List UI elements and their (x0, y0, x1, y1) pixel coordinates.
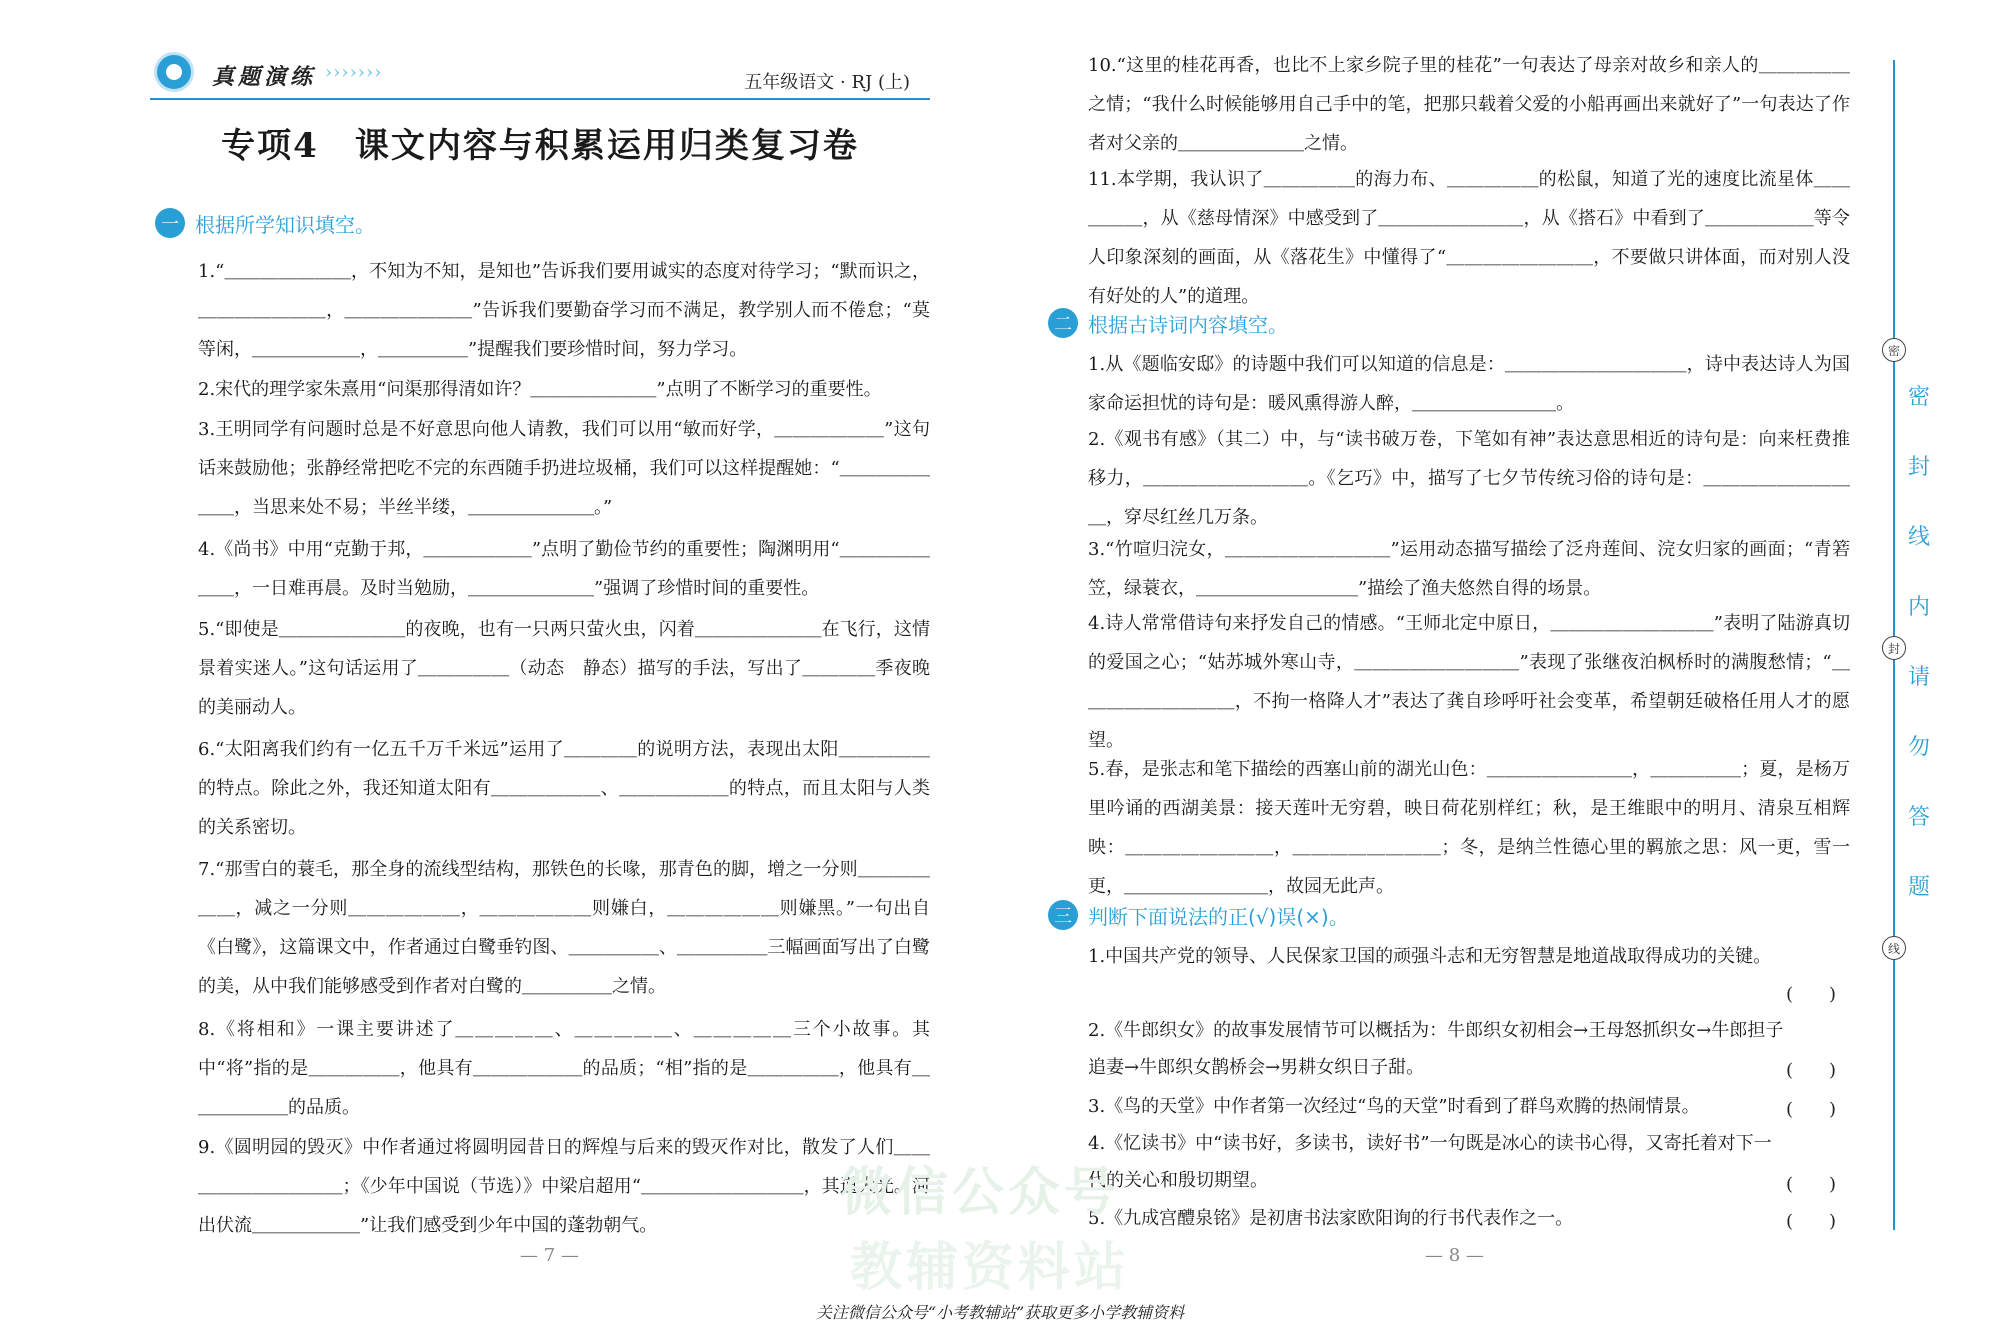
judgement-2: 2.《牛郎织女》的故事发展情节可以概括为：牛郎织女初相会→王母怒抓织女→牛郎担子追妻→牛郎织女鹊桥会→男耕女织日子甜。 (1088, 1020, 1784, 1078)
page-header (150, 48, 930, 100)
question-1: 1.“＿＿＿＿＿＿＿，不知为不知，是知也”告诉我们要用诚实的态度对待学习；“默而识之，＿＿＿＿＿＿＿，＿＿＿＿＿＿＿”告诉我们要勤奋学习而不满足，教学别人而不倦怠；“莫等闲，＿＿＿＿＿＿，＿＿＿＿＿”提醒我们要珍惜时间，努力学习。 (198, 261, 930, 360)
poem-question-3: 3.“竹喧归浣女，＿＿＿＿＿＿＿＿＿”运用动态描写描绘了泛舟莲间、浣女归家的画面；“青箬笠，绿蓑衣，＿＿＿＿＿＿＿＿＿”描绘了渔夫悠然自得的场景。 (1088, 539, 1850, 599)
seal-char-5: 请 (1907, 665, 1930, 690)
answer-paren-5[interactable]: ( ) (1786, 1211, 1837, 1232)
seal-char-4: 内 (1907, 595, 1930, 620)
page-number: — 7 — (520, 1245, 579, 1266)
watermark-line-2: 教辅资料站 (850, 1238, 1131, 1298)
question-2: 2.宋代的理学家朱熹用“问渠那得清如许？＿＿＿＿＿＿＿”点明了不断学习的重要性。 (198, 379, 882, 400)
poem-question-2: 2.《观书有感》（其二）中，与“读书破万卷，下笔如有神”表达意思相近的诗句是：向来枉费推移力，＿＿＿＿＿＿＿＿＿。《乞巧》中，描写了七夕节传统习俗的诗句是：＿＿＿＿＿＿＿＿＿，穿尽红丝几万条。 (1088, 429, 1850, 528)
seal-char-6: 勿 (1907, 735, 1930, 760)
poem-question-5: 5.春，是张志和笔下描绘的西塞山前的湖光山色：＿＿＿＿＿＿＿＿，＿＿＿＿＿；夏，是杨万里吟诵的西湖美景：接天莲叶无穷碧，映日荷花别样红；秋，是王维眼中的明月、清泉互相辉映：＿＿＿＿＿＿＿＿，＿＿＿＿＿＿＿＿；冬，是纳兰性德心里的羁旅之思：风一更，雪一更，＿＿＿＿＿＿＿＿，故园无此声。 (1088, 759, 1850, 897)
question-3: 3.王明同学有问题时总是不好意思向他人请教，我们可以用“敏而好学，＿＿＿＿＿＿”这句话来鼓励他；张静经常把吃不完的东西随手扔进垃圾桶，我们可以这样提醒她：“＿＿＿＿＿＿＿，当思来处不易；半丝半缕，＿＿＿＿＿＿＿。” (198, 419, 930, 518)
logo-icon (154, 52, 194, 92)
answer-paren-4[interactable]: ( ) (1786, 1174, 1837, 1195)
judgement-1: 1.中国共产党的领导、人民保家卫国的顽强斗志和无穷智慧是地道战取得成功的关键。 (1088, 946, 1772, 967)
seal-circle-mi: 密 (1882, 338, 1906, 362)
question-4: 4.《尚书》中用“克勤于邦，＿＿＿＿＿＿”点明了勤俭节约的重要性；陶渊明用“＿＿＿＿＿＿＿，一日难再晨。及时当勉励，＿＿＿＿＿＿＿”强调了珍惜时间的重要性。 (198, 539, 930, 599)
page-number: — 8 — (1425, 1245, 1484, 1266)
seal-circle-feng: 封 (1882, 636, 1906, 660)
question-10: 10.“这里的桂花再香，也比不上家乡院子里的桂花”一句表达了母亲对故乡和亲人的＿＿＿＿＿之情；“我什么时候能够用自己手中的笔，把那只载着父爱的小船再画出来就好了”一句表达了作者对父亲的＿＿＿＿＿＿＿之情。 (1088, 55, 1850, 154)
seal-char-7: 答 (1907, 805, 1930, 830)
watermark-line-1: 微信公众号 (840, 1163, 1121, 1223)
section-number: 二 (1048, 308, 1078, 338)
seal-circle-xian: 线 (1882, 936, 1906, 960)
judgement-5: 5.《九成宫醴泉铭》是初唐书法家欧阳询的行书代表作之一。 (1088, 1208, 1574, 1229)
section-title: 判断下面说法的正(√)误(×)。 (1088, 904, 1349, 929)
question-11: 11.本学期，我认识了＿＿＿＿＿的海力布、＿＿＿＿＿的松鼠，知道了光的速度比流星体＿＿＿＿＿，从《慈母情深》中感受到了＿＿＿＿＿＿＿＿，从《搭石》中看到了＿＿＿＿＿＿等令人印象深刻的画面，从《落花生》中懂得了“＿＿＿＿＿＿＿＿，不要做只讲体面，而对别人没有好处的人”的道理。 (1088, 169, 1850, 307)
section-heading-3 (1048, 900, 1349, 930)
seal-char-1: 密 (1907, 385, 1930, 410)
right-page (1054, 0, 1860, 1322)
question-7: 7.“那雪白的蓑毛，那全身的流线型结构，那铁色的长喙，那青色的脚，增之一分则＿＿＿＿＿＿，减之一分则＿＿＿＿＿＿，＿＿＿＿＿＿则嫌白，＿＿＿＿＿＿则嫌黑。”一句出自《白鹭》，这篇课文中，作者通过白鹭垂钓图、＿＿＿＿＿、＿＿＿＿＿三幅画面写出了白鹭的美，从中我们能够感受到作者对白鹭的＿＿＿＿＿之情。 (198, 859, 930, 997)
section-heading-1 (155, 208, 375, 238)
seal-char-3: 线 (1907, 525, 1930, 550)
footer-note: 关注微信公众号“小考教辅站”获取更多小学教辅资料 (815, 1303, 1185, 1322)
question-8: 8.《将相和》一课主要讲述了＿＿＿＿＿、＿＿＿＿＿、＿＿＿＿＿三个小故事。其中“将”指的是＿＿＿＿＿，他具有＿＿＿＿＿＿的品质；“相”指的是＿＿＿＿＿，他具有＿＿＿＿＿＿的品质。 (198, 1019, 930, 1118)
section-title: 根据所学知识填空。 (195, 212, 375, 237)
header-title: 真题演练 (212, 64, 317, 90)
left-page (150, 0, 970, 1322)
section-number: 一 (155, 208, 185, 238)
answer-paren-2[interactable]: ( ) (1786, 1060, 1837, 1081)
section-heading-2 (1048, 308, 1288, 338)
seal-char-2: 封 (1907, 455, 1930, 480)
judgement-3: 3.《鸟的天堂》中作者第一次经过“鸟的天堂”时看到了群鸟欢腾的热闹情景。 (1088, 1096, 1700, 1117)
question-5: 5.“即使是＿＿＿＿＿＿＿的夜晚，也有一只两只萤火虫，闪着＿＿＿＿＿＿＿在飞行，这情景着实迷人。”这句话运用了＿＿＿＿＿（动态 静态）描写的手法，写出了＿＿＿＿季夜晚的美丽动人。 (198, 619, 930, 718)
answer-paren-1[interactable]: ( ) (1786, 984, 1837, 1005)
section-title: 根据古诗词内容填空。 (1088, 312, 1288, 337)
answer-paren-3[interactable]: ( ) (1786, 1099, 1837, 1120)
grade-label: 五年级语文 · RJ (上) (744, 72, 910, 93)
poem-question-4: 4.诗人常常借诗句来抒发自己的情感。“王师北定中原日，＿＿＿＿＿＿＿＿＿”表明了陆游真切的爱国之心；“姑苏城外寒山寺，＿＿＿＿＿＿＿＿＿”表现了张继夜泊枫桥时的满腹愁情；“＿＿＿＿＿＿＿＿＿，不拘一格降人才”表达了龚自珍呼吁社会变革，希望朝廷破格任用人才的愿望。 (1088, 613, 1850, 751)
section-number: 三 (1048, 900, 1078, 930)
question-6: 6.“太阳离我们约有一亿五千万千米远”运用了＿＿＿＿的说明方法，表现出太阳＿＿＿＿＿的特点。除此之外，我还知道太阳有＿＿＿＿＿＿、＿＿＿＿＿＿的特点，而且太阳与人类的关系密切。 (198, 739, 930, 838)
page-title: 专项4 课文内容与积累运用归类复习卷 (221, 126, 859, 166)
seal-char-8: 题 (1907, 875, 1930, 900)
question-9: 9.《圆明园的毁灭》中作者通过将圆明园昔日的辉煌与后来的毁灭作对比，散发了人们＿＿＿＿＿＿＿＿＿＿；《少年中国说（节选）》中梁启超用“＿＿＿＿＿＿＿＿＿，其道大光。河出伏流＿＿＿＿＿＿”让我们感受到少年中国的蓬勃朝气。 (198, 1137, 930, 1236)
poem-question-1: 1.从《题临安邸》的诗题中我们可以知道的信息是：＿＿＿＿＿＿＿＿＿＿，诗中表达诗人为国家命运担忧的诗句是：暖风熏得游人醉，＿＿＿＿＿＿＿＿。 (1088, 354, 1850, 414)
chevron-decoration: ››››››› (325, 62, 383, 83)
judgement-4: 4.《忆读书》中“读书好，多读书，读好书”一句既是冰心的读书心得，又寄托着对下一代的关心和殷切期望。 (1088, 1133, 1772, 1191)
